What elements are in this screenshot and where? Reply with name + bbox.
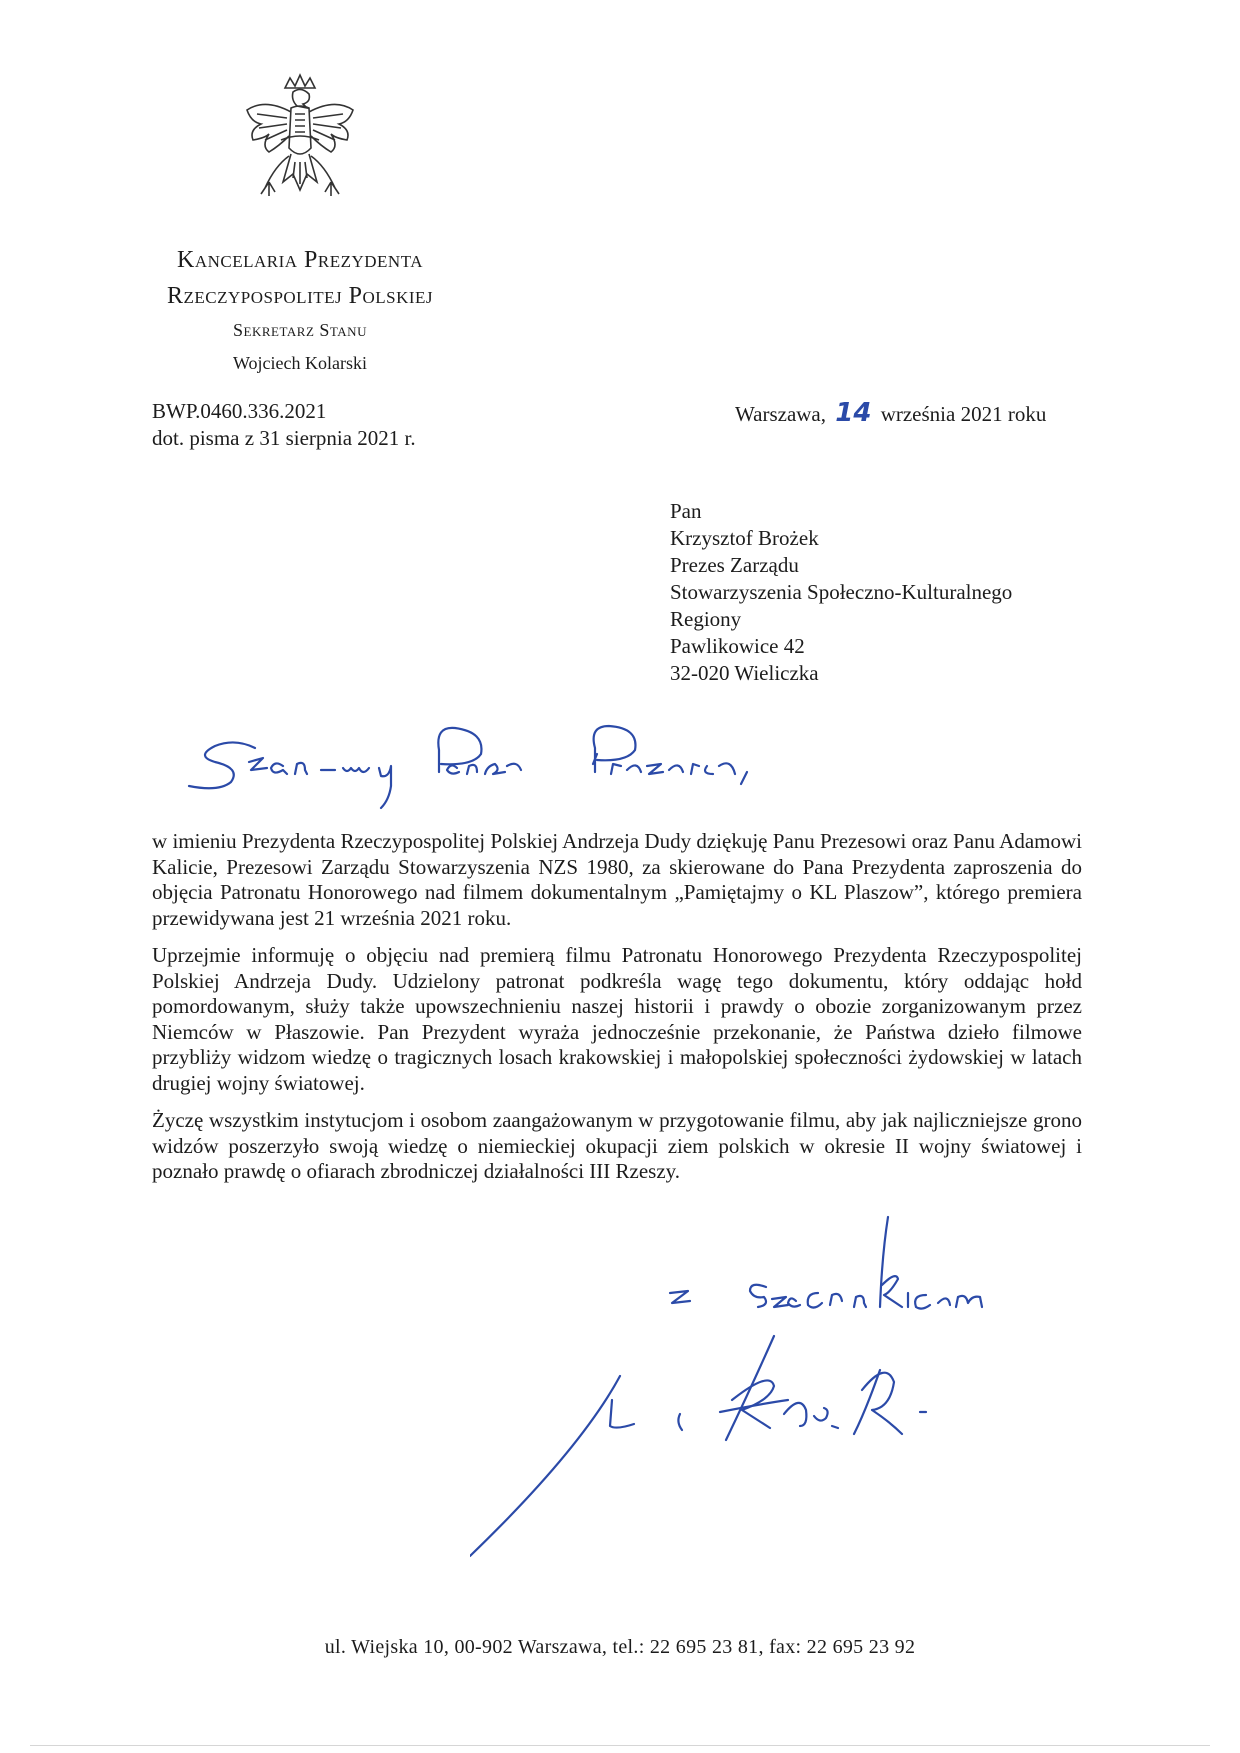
date-rest: września 2021 roku [880, 402, 1047, 426]
place: Warszawa, [735, 402, 827, 426]
reference-block [152, 398, 416, 452]
body-paragraph: w imieniu Prezydenta Rzeczypospolitej Polskiej Andrzeja Dudy dziękuję Panu Prezesowi oraz Panu Adamowi Kalicie, Prezesowi Zarządu Stowarzyszenia NZS 1980, za skierowane do Pana Prezydenta zaproszenia do objęcia Patronatu Honorowego nad filmem dokumentalnym „Pamiętajmy o KL Plaszow”, którego premiera przewidywana jest 21 września 2021 roku. [152, 829, 1082, 930]
official-title: Sekretarz Stanu [233, 320, 367, 340]
recipient-line: Pan [670, 499, 702, 523]
reference-number: BWP.0460.336.2021 [152, 399, 327, 423]
office-name: Kancelaria Prezydenta [176, 247, 424, 273]
handwritten-closing [650, 1215, 1090, 1335]
letter-body [152, 829, 1082, 1197]
place-date [735, 398, 1046, 428]
handwritten-day: 14 [835, 398, 872, 428]
footer-address: ul. Wiejska 10, 00-902 Warszawa, tel.: 22 695 23 81, fax: 22 695 23 92 [324, 1636, 916, 1658]
body-paragraph: Uprzejmie informuję o objęciu nad premierą filmu Patronatu Honorowego Prezydenta Rzeczypospolitej Polskiej Andrzeja Dudy. Udzielony patronat podkreśla wagę tego dokumentu, który oddając hołd pomordowanym, służy także upowszechnieniu naszej historii i prawdy o obozie zorganizowanym przez Niemców w Płaszowie. Pan Prezydent wyraża jednocześnie przekonanie, że Państwa dzieło filmowe przybliży widzom wiedzę o tragicznych losach krakowskiej i małopolskiej społeczności żydowskiej w latach drugiej wojny światowej. [152, 943, 1082, 1095]
recipient-line: Prezes Zarządu [670, 553, 799, 577]
body-paragraph: Życzę wszystkim instytucjom i osobom zaangażowanym w przygotowanie filmu, aby jak najliczniejsze grono widzów poszerzyło swoją wiedzę o niemieckiej okupacji ziem polskich w okresie II wojny światowej i poznało prawdę o ofiarach zbrodniczej działalności III Rzeszy. [152, 1108, 1082, 1183]
reference-regarding: dot. pisma z 31 sierpnia 2021 r. [152, 426, 416, 450]
polish-eagle-emblem-icon [235, 70, 365, 220]
office-name-country: Rzeczypospolitej Polskiej [166, 283, 434, 309]
recipient-line: Stowarzyszenia Społeczno-Kulturalnego [670, 580, 1013, 604]
recipient-line: Regiony [670, 607, 742, 631]
recipient-address [670, 633, 819, 687]
handwritten-salutation [185, 690, 865, 810]
recipient-block [670, 498, 1012, 633]
address-line: 32-020 Wieliczka [670, 661, 819, 685]
address-line: Pawlikowice 42 [670, 634, 805, 658]
signature [470, 1330, 1090, 1560]
page-edge-divider [30, 1745, 1210, 1746]
recipient-line: Krzysztof Brożek [670, 526, 819, 550]
official-name: Wojciech Kolarski [232, 353, 367, 373]
